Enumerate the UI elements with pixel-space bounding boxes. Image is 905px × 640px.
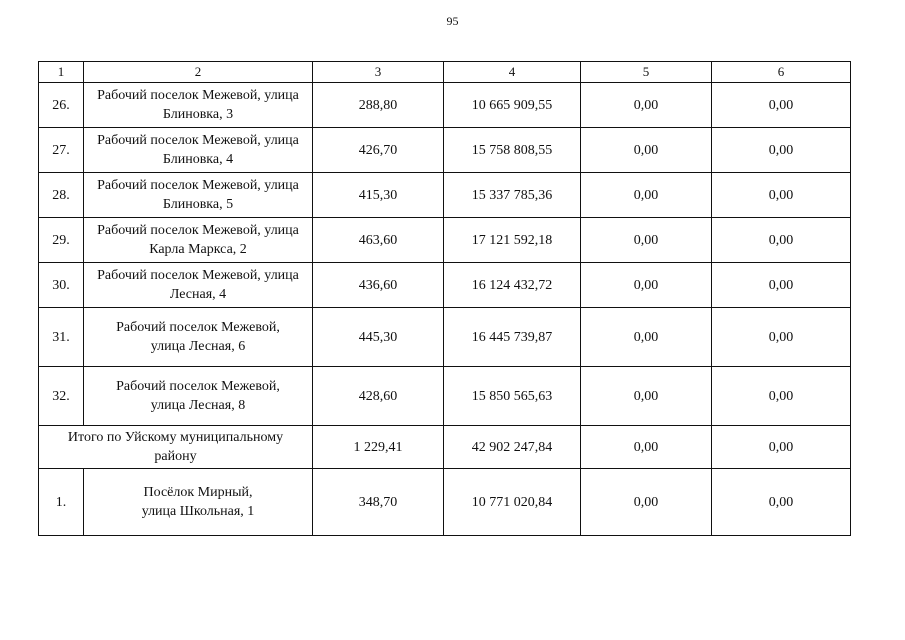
area-cell: 348,70 bbox=[313, 469, 444, 536]
col6-cell: 0,00 bbox=[712, 218, 851, 263]
col5-cell: 0,00 bbox=[581, 173, 712, 218]
cost-cell: 16 445 739,87 bbox=[444, 308, 581, 367]
total-col5-cell: 0,00 bbox=[581, 426, 712, 469]
header-cell: 1 bbox=[39, 62, 84, 83]
row-number: 26. bbox=[39, 83, 84, 128]
header-cell: 2 bbox=[84, 62, 313, 83]
row-number: 1. bbox=[39, 469, 84, 536]
total-row bbox=[39, 426, 851, 469]
col6-cell: 0,00 bbox=[712, 263, 851, 308]
table-row bbox=[39, 367, 851, 426]
address-cell: Рабочий поселок Межевой, улица Карла Маркса, 2 bbox=[84, 218, 313, 263]
row-number: 32. bbox=[39, 367, 84, 426]
table-row bbox=[39, 83, 851, 128]
address-cell: Рабочий поселок Межевой, улица Блиновка, 4 bbox=[84, 128, 313, 173]
col6-cell: 0,00 bbox=[712, 469, 851, 536]
table-row bbox=[39, 263, 851, 308]
data-table bbox=[38, 61, 851, 536]
table-row bbox=[39, 173, 851, 218]
col6-cell: 0,00 bbox=[712, 173, 851, 218]
row-number: 30. bbox=[39, 263, 84, 308]
area-cell: 288,80 bbox=[313, 83, 444, 128]
area-cell: 445,30 bbox=[313, 308, 444, 367]
address-cell: Рабочий поселок Межевой, улица Блиновка, 3 bbox=[84, 83, 313, 128]
cost-cell: 15 337 785,36 bbox=[444, 173, 581, 218]
col5-cell: 0,00 bbox=[581, 469, 712, 536]
table-row bbox=[39, 128, 851, 173]
address-cell: Рабочий поселок Межевой, улица Лесная, 8 bbox=[84, 367, 313, 426]
table-row bbox=[39, 308, 851, 367]
col5-cell: 0,00 bbox=[581, 83, 712, 128]
cost-cell: 17 121 592,18 bbox=[444, 218, 581, 263]
area-cell: 426,70 bbox=[313, 128, 444, 173]
area-cell: 415,30 bbox=[313, 173, 444, 218]
page-number: 95 bbox=[446, 14, 459, 28]
cost-cell: 15 850 565,63 bbox=[444, 367, 581, 426]
header-cell: 6 bbox=[712, 62, 851, 83]
header-cell: 3 bbox=[313, 62, 444, 83]
col5-cell: 0,00 bbox=[581, 128, 712, 173]
total-area-cell: 1 229,41 bbox=[313, 426, 444, 469]
address-cell: Рабочий поселок Межевой, улица Блиновка, 5 bbox=[84, 173, 313, 218]
area-cell: 463,60 bbox=[313, 218, 444, 263]
col6-cell: 0,00 bbox=[712, 367, 851, 426]
table-header-row bbox=[39, 62, 851, 83]
col5-cell: 0,00 bbox=[581, 218, 712, 263]
address-cell: Посёлок Мирный, улица Школьная, 1 bbox=[84, 469, 313, 536]
row-number: 28. bbox=[39, 173, 84, 218]
total-label: Итого по Уйскому муниципальному району bbox=[39, 426, 313, 469]
cost-cell: 10 771 020,84 bbox=[444, 469, 581, 536]
cost-cell: 15 758 808,55 bbox=[444, 128, 581, 173]
row-number: 27. bbox=[39, 128, 84, 173]
cost-cell: 16 124 432,72 bbox=[444, 263, 581, 308]
address-cell: Рабочий поселок Межевой, улица Лесная, 6 bbox=[84, 308, 313, 367]
col6-cell: 0,00 bbox=[712, 83, 851, 128]
col5-cell: 0,00 bbox=[581, 367, 712, 426]
col6-cell: 0,00 bbox=[712, 308, 851, 367]
address-cell: Рабочий поселок Межевой, улица Лесная, 4 bbox=[84, 263, 313, 308]
area-cell: 428,60 bbox=[313, 367, 444, 426]
header-cell: 5 bbox=[581, 62, 712, 83]
table-row bbox=[39, 469, 851, 536]
col5-cell: 0,00 bbox=[581, 263, 712, 308]
header-cell: 4 bbox=[444, 62, 581, 83]
col5-cell: 0,00 bbox=[581, 308, 712, 367]
col6-cell: 0,00 bbox=[712, 128, 851, 173]
total-cost-cell: 42 902 247,84 bbox=[444, 426, 581, 469]
cost-cell: 10 665 909,55 bbox=[444, 83, 581, 128]
total-col6-cell: 0,00 bbox=[712, 426, 851, 469]
area-cell: 436,60 bbox=[313, 263, 444, 308]
row-number: 31. bbox=[39, 308, 84, 367]
table-row bbox=[39, 218, 851, 263]
row-number: 29. bbox=[39, 218, 84, 263]
